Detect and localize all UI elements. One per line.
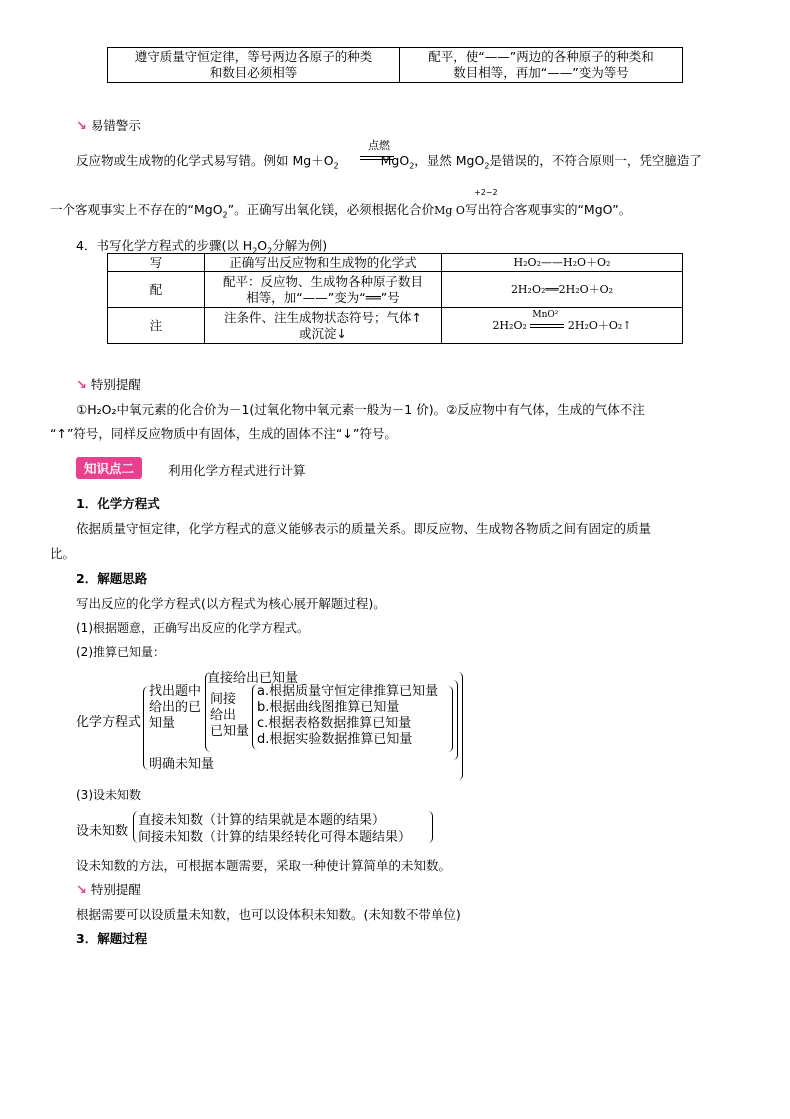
text: 写出符合客观事实的“MgO”。 — [464, 202, 632, 217]
s3-method: 设未知数的方法，可根据本题需要，采取一种使计算简单的未知数。 — [76, 858, 452, 873]
right-brace — [458, 672, 463, 780]
warning-line-2: 一个客观事实上不存在的“MgO$_2$”。正确写出氧化镁，必须根据化合价Mg O写出符合客观事实的“MgO”。 — [50, 202, 632, 220]
top-table — [107, 47, 683, 83]
catalyst: MnO² — [532, 309, 559, 320]
unknown-root: 设未知数 — [76, 824, 129, 839]
note-line-1: ①H₂O₂中氧元素的化合价为－1(过氧化物中氧元素一般为－1 价)。②反应物中有气体，生成的气体不注 — [76, 402, 645, 417]
s2-title: 2．解题思路 — [76, 571, 148, 586]
diagram-indirect — [210, 692, 249, 740]
text: 一个客观事实上不存在的“MgO — [50, 202, 223, 217]
eq-left: 2H₂O₂ — [492, 318, 527, 332]
diagram-direct: 直接给出已知量 — [207, 671, 299, 686]
text: 反应物或生成物的化学式易写错。例如 Mg＋O — [76, 153, 334, 168]
note-heading — [76, 375, 141, 393]
warning-title: 易错警示 — [90, 118, 141, 133]
warning-heading — [76, 116, 141, 134]
knowledge-title: 利用化学方程式进行计算 — [168, 463, 306, 478]
top-table-right-cell — [400, 48, 683, 83]
text: a.根据质量守恒定律推算已知量 — [257, 684, 439, 699]
steps-table — [107, 253, 683, 344]
table-row — [108, 272, 683, 308]
s2-p1: (1)根据题意，正确写出反应的化学方程式。 — [76, 621, 309, 635]
cell-line: 正确写出反应物和生成物的化学式 — [229, 254, 417, 270]
knowledge-tag: 知识点二 — [76, 457, 142, 479]
cell-line: 配平，使“——”两边的各种原子的种类和 — [428, 49, 654, 64]
cell-line: 数目相等，再加“——”变为等号 — [453, 65, 629, 80]
note-title: 特别提醒 — [90, 377, 141, 392]
eq-cell: H₂O₂——H₂O＋O₂ — [442, 254, 683, 272]
cell-line: 或沉淀↓ — [299, 325, 347, 341]
s2-p2: (2)推算已知量： — [76, 645, 165, 659]
text: MgO — [376, 153, 410, 168]
unknown-direct: 直接未知数（计算的结果就是本题的结果） — [138, 813, 386, 828]
text: 给出 — [210, 708, 237, 723]
text: 找出题中 — [149, 684, 202, 699]
cell-line: 注条件、注生成物状态符号；气体↑ — [224, 309, 422, 325]
s1-line-1: 依据质量守恒定律，化学方程式的意义能够表示的质量关系。即反应物、生成物各物质之间有固定的质量 — [76, 521, 652, 536]
s4-title: 3．解题过程 — [76, 931, 148, 946]
text: 4．书写化学方程式的步骤(以 H — [76, 238, 253, 253]
s3-p3: (3)设未知数 — [76, 788, 141, 802]
warning-line-1: 反应物或生成物的化学式易写错。例如 $Mg+O_2$ MgO$_2$，显然 MgO$_2$是错误的，不符合原则一，凭空臆造了 — [76, 153, 702, 171]
s2-line-1: 写出反应的化学方程式(以方程式为核心展开解题过程)。 — [76, 596, 386, 611]
top-table-left-cell — [108, 48, 400, 83]
text: 给出的已 — [149, 700, 202, 715]
text: 分解为例) — [272, 238, 328, 253]
note2-line-1: 根据需要可以设质量未知数，也可以设体积未知数。(未知数不带单位) — [76, 907, 461, 922]
note2-heading — [76, 880, 141, 898]
eq-cell: 2H₂O₂══2H₂O＋O₂ — [442, 272, 683, 308]
step-cell: 配 — [108, 272, 205, 308]
arrow-icon: ↘ — [76, 883, 87, 898]
text: 知量 — [149, 716, 176, 731]
eq-cell — [442, 308, 683, 344]
text: 是错误的，不符合原则一，凭空臆造了 — [489, 153, 702, 168]
text: b.根据曲线图推算已知量 — [257, 700, 400, 715]
eq-right: 2H₂O＋O₂↑ — [567, 318, 632, 332]
diagram-methods — [257, 684, 438, 748]
diagram-unknown: 明确未知量 — [149, 757, 215, 772]
desc-cell — [205, 272, 442, 308]
text: ，显然 MgO — [414, 153, 485, 168]
text: d.根据实验数据推算已知量 — [257, 732, 413, 747]
diagram-find — [149, 684, 201, 732]
unknown-indirect: 间接未知数（计算的结果经转化可得本题结果） — [138, 830, 412, 845]
text: 间接 — [210, 692, 237, 707]
text: 已知量 — [210, 724, 250, 739]
right-brace — [428, 811, 433, 843]
table-row — [108, 308, 683, 344]
cell-line: 遵守质量守恒定律，等号两边各原子的种类 — [134, 49, 373, 64]
valence-marks: +2−2 — [474, 188, 498, 197]
text: ”。正确写出氧化镁，必须根据化合价 — [227, 202, 435, 217]
cell-line: 和数目必须相等 — [209, 65, 298, 80]
s1-line-2: 比。 — [50, 546, 76, 561]
step-cell: 注 — [108, 308, 205, 344]
s1-title: 1．化学方程式 — [76, 496, 160, 511]
note-title: 特别提醒 — [90, 882, 141, 897]
valence-formula: Mg O — [434, 204, 465, 217]
arrow-icon: ↘ — [76, 119, 87, 134]
note-line-2: “↑”符号，同样反应物质中有固体，生成的固体不注“↓”符号。 — [50, 426, 397, 441]
arrow-icon: ↘ — [76, 378, 87, 393]
diagram-root: 化学方程式 — [76, 715, 142, 730]
desc-cell — [205, 254, 442, 272]
table-row — [108, 254, 683, 272]
section4-title: 4．书写化学方程式的步骤(以 $H_2O_2$分解为例) — [76, 238, 328, 256]
text: c.根据表格数据推算已知量 — [257, 716, 412, 731]
desc-cell — [205, 308, 442, 344]
cell-line: 相等，加“——”变为“══”号 — [246, 289, 400, 305]
step-cell: 写 — [108, 254, 205, 272]
reaction-condition: 点燃 — [368, 139, 390, 152]
text: O — [257, 238, 268, 253]
cell-line: 配平：反应物、生成物各种原子数目 — [222, 273, 423, 289]
